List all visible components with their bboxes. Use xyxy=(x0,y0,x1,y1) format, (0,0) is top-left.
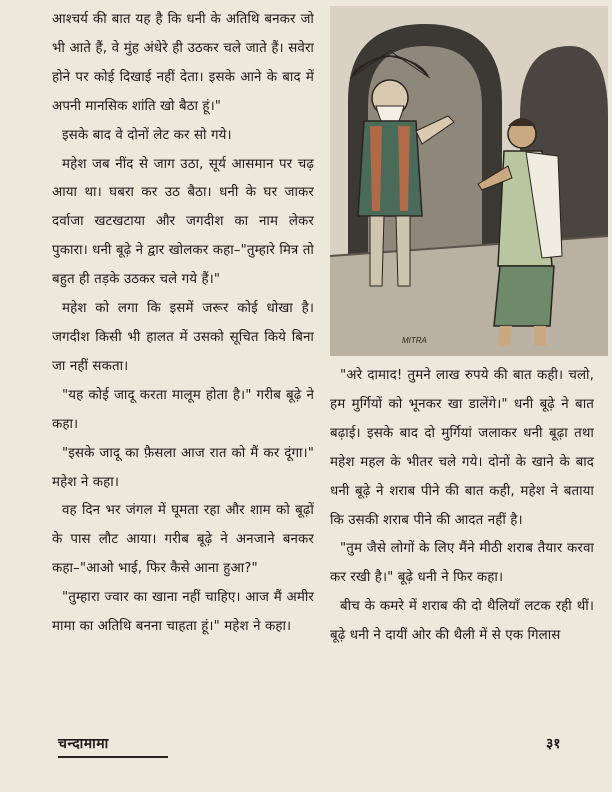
paragraph: इसके बाद वे दोनों लेट कर सो गये। xyxy=(62,127,232,143)
paragraph: "तुम जैसे लोगों के लिए मैंने मीठी शराब तैयार करवा कर रखी है।" बूढ़े धनी ने फिर कहा। xyxy=(330,541,594,586)
paragraph: वह दिन भर जंगल में घूमता रहा और शाम को बूढ़ों के पास लौट आया। गरीब बूढ़े ने अनजाने बनकर कहा–"आओ भाई, फिर कैसे आना हुआ?" xyxy=(52,503,314,577)
paragraph: महेश जब नींद से जाग उठा, सूर्य आसमान पर चढ़ आया था। घबरा कर उठ बैठा। धनी के घर जाकर दर्वाजा खटखटाया और जगदीश का नाम लेकर पुकारा। धनी बूढ़े ने द्वार खोलकर कहा–"तुम्हारे मित्र तो बहुत ही तड़के उठकर चले गये हैं।" xyxy=(52,156,314,288)
paragraph: "इसके जादू का फ़ैसला आज रात को मैं कर दूंगा।" महेश ने कहा। xyxy=(52,445,314,490)
right-text-column xyxy=(330,362,594,732)
paragraph: "अरे दामाद! तुमने लाख रुपये की बात कही। चलो, हम मुर्गियों को भूनकर खा डालेंगे।" धनी बूढ़े ने बात बढ़ाई। इसके बाद दो मुर्गियां जलाकर धनी बूढ़ा तथा महेश महल के भीतर चले गये। दोनों के खाने के बाद धनी बूढ़े ने शराब पीने की बात कही, महेश ने बताया कि उसकी शराब पीने की आदत नहीं है। xyxy=(330,368,594,528)
paragraph: "यह कोई जादू करता मालूम होता है।" गरीब बूढ़े ने कहा। xyxy=(52,387,314,432)
paragraph: "तुम्हारा ज्वार का खाना नहीं चाहिए। आज मैं अमीर मामा का अतिथि बनना चाहता हूं।" महेश ने कहा। xyxy=(52,590,314,635)
paragraph: महेश को लगा कि इसमें जरूर कोई धोखा है। जगदीश किसी भी हालत में उसको सूचित किये बिना जा नहीं सकता। xyxy=(52,301,314,374)
artist-signature: MITRA xyxy=(402,336,427,345)
page-number: ३१ xyxy=(546,736,561,752)
left-text-column xyxy=(52,6,314,732)
magazine-name: चन्दामामा xyxy=(58,736,109,752)
illustration-drawing xyxy=(330,6,608,356)
paragraph: बीच के कमरे में शराब की दो थैलियाँ लटक रही थीं। बूढ़े धनी ने दायीं ओर की थैली में से एक गिलास xyxy=(330,599,594,644)
story-illustration xyxy=(330,6,608,356)
paragraph: आश्चर्य की बात यह है कि धनी के अतिथि बनकर जो भी आते हैं, वे मुंह अंधेरे ही उठकर चले जाते हैं। सवेरा होने पर कोई दिखाई नहीं देता। इसके आने के बाद में अपनी मानसिक शांति खो बैठा हूं।" xyxy=(52,12,314,114)
footer-rule xyxy=(58,756,168,758)
